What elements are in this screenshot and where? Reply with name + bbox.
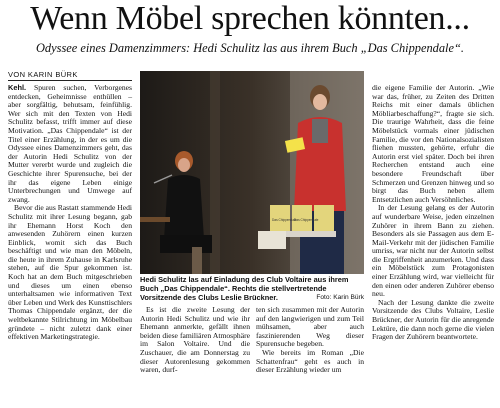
headline: Wenn Möbel sprechen könnten... — [30, 0, 470, 37]
caption-text: Hedi Schulitz las auf Einladung des Club Voltaire aus ihrem Buch „Das Chippendale“. Rechts die stellvertretende Vorsitzende des Clubs Leslie Brückner. — [140, 275, 349, 302]
paragraph: Bevor die aus Rastatt stammende Hedi Schulitz mit ihrer Lesung begann, gab ihr Ehemann Horst Koch den anwesenden Zuhörern einen kurzen Einblick, womit sich das Buch beschäftigt und wie man den Möbeln, die heute in ihrem Zuhause in Karlsruhe stehen, auf die Spur gekommen ist. Koch hat an dem Buch mitgeschrieben und dieses um einen ebenso unterhaltsamen wie informativen Text über Leben und Werk des Kunsttischlers Thomas Chippendale ergänzt, der die weltbekannte Stilrichtung im Möbelbau gründete – nicht zuletzt dank einer effektiven Marketingstrategie. — [8, 203, 132, 342]
byline-rule — [8, 80, 132, 81]
article-column-2 — [140, 306, 250, 375]
paragraph: In der Lesung gelang es der Autorin auf wunderbare Weise, jeden einzelnen Zuhörer in ihrem Bann zu ziehen. Besonders als sie Passagen aus dem E-Mail-Verkehr mit der jüdischen Familie umriss, war nicht nur der Autorin selbst die Ergriffenheit anzumerken. Und dass ein Möbelstück zum Protagonisten einer Erzählung wird, war vielleicht für den einen oder anderen Zuhörer ebenso neu. — [372, 203, 494, 299]
photo-caption — [140, 275, 364, 302]
article-column-1 — [8, 84, 132, 342]
article-column-4 — [372, 84, 494, 342]
photo-illustration — [140, 71, 364, 274]
article-column-3 — [256, 306, 364, 375]
byline: VON KARIN BÜRK — [8, 70, 78, 79]
table — [140, 217, 170, 222]
paragraph: Wie bereits im Roman „Die Schattenfrau“ geht es auch in dieser Erzählung wieder um — [256, 347, 364, 375]
paragraph: Kehl. Spuren suchen, Verborgenes entdecken, Geheimnisse enthüllen – aber sorgfältig, behutsam, feinfühlig. Wer sich mit den Texten von Hedi Schulitz befasst, trifft immer auf diese Motivation. „Das Chippendale“ ist der Titel einer Erzählung, in der es um die Odyssee eines Damenzimmers geht, das der Autorin Hedi Schulitz von der Mutter vererbt wurde und zugleich die Geschichte ihrer Spurensuche, bei der ihr das eigene Leben einige Unterbrechungen und Umwege auf zwang. — [8, 83, 132, 204]
photo-credit: Foto: Karin Bürk — [316, 294, 364, 301]
paragraph: die eigene Familie der Autorin. „Wie war das, früher, zu Zeiten des Dritten Reichs mit einer damals üblichen Möbliarbeschaffung?“, fragte sie sich. Die traurige Wahrheit, dass die feine Möbelstück vormals einer jüdischen Familie, die vor den Nationalsozialisten fliehen mussten, gehörte, erfuhr die Autorin erst viel später. Doch bei ihren Recherchen entstand auch eine besondere Freundschaft über Schmerzen und Grenzen hinweg und so birgt das Buch neben allem Entsetzlichen auch Versöhnliches. — [372, 83, 494, 204]
dateline: Kehl. — [8, 83, 27, 92]
paragraph: ten sich zusammen mit der Autorin auf den langwierigen und zum Teil mühsamen, aber auch faszinierenden Weg dieser Spurensuche begeben. — [256, 305, 364, 349]
article-photo — [140, 71, 364, 274]
book-title: Das Chippendale — [272, 218, 297, 222]
paragraph: Nach der Lesung dankte die zweite Vorsitzende des Clubs Voltaire, Leslie Brückner, der Autorin für die anregende Lektüre, die dann noch gerne die vielen Fragen der Zuhörern beantwortete. — [372, 297, 494, 342]
paragraph: Es ist die zweite Lesung der Autorin Hedi Schulitz und wie ihr Ehemann anmerkte, gefällt ihnen beiden diese familiären Atmosphäre im Salon Voltaire. Und die Zuschauer, die am Donnerstag zu dieser Autorenlesung gekommen waren, durf- — [140, 305, 250, 375]
book-title: Das Chippendale — [294, 218, 319, 222]
subheadline: Odyssee eines Damenzimmers: Hedi Schulitz las aus ihrem Buch „Das Chippendale“. — [35, 41, 464, 55]
